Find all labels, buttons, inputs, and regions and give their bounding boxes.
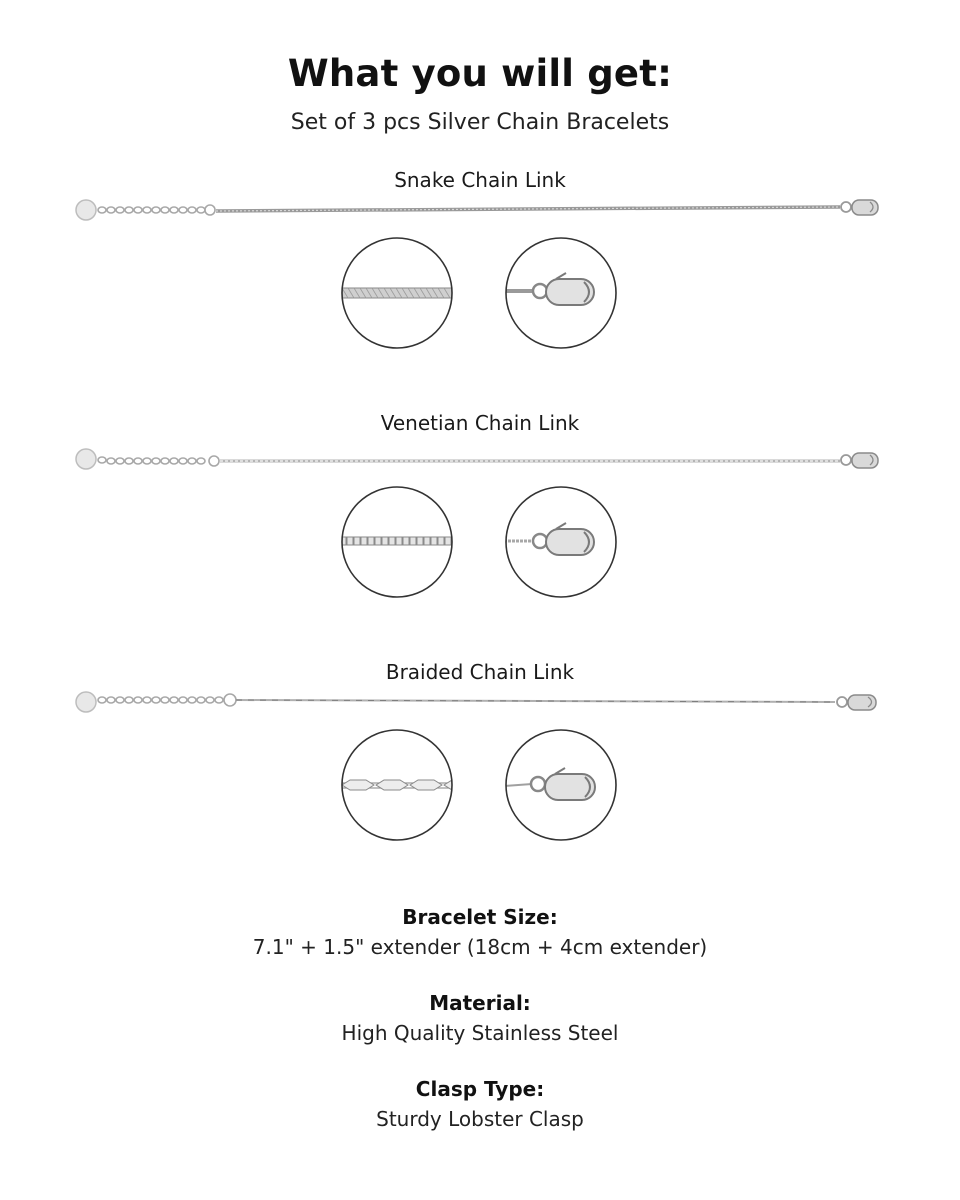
zoom-detail-row [340,236,620,352]
zoom-clasp-detail [504,485,618,599]
zoom-clasp-detail [504,728,618,842]
product-label: Snake Chain Link [394,168,566,192]
zoom-chain-detail [340,728,454,842]
spec-material [0,988,960,1048]
specifications [0,902,960,1160]
zoom-detail-row [340,485,620,601]
spec-label: Clasp Type: [415,1077,545,1101]
spec-value: 7.1" + 1.5" extender (18cm + 4cm extender) [252,935,708,959]
zoom-chain-detail [340,485,454,599]
bracelet-image-venetian [70,431,890,471]
bracelet-image-braided [70,680,890,720]
product-label: Venetian Chain Link [380,411,580,435]
zoom-detail-row [340,728,620,844]
spec-label: Bracelet Size: [402,905,558,929]
spec-value: Sturdy Lobster Clasp [376,1107,584,1131]
spec-label: Material: [429,991,531,1015]
page-title: What you will get: [287,52,673,95]
spec-clasp-type [0,1074,960,1134]
spec-bracelet-size [0,902,960,962]
zoom-clasp-detail [504,236,618,350]
page-subtitle: Set of 3 pcs Silver Chain Bracelets [290,110,670,135]
product-label: Braided Chain Link [385,660,575,684]
bracelet-image-snake [70,188,890,228]
spec-value: High Quality Stainless Steel [341,1021,619,1045]
zoom-chain-detail [340,236,454,350]
